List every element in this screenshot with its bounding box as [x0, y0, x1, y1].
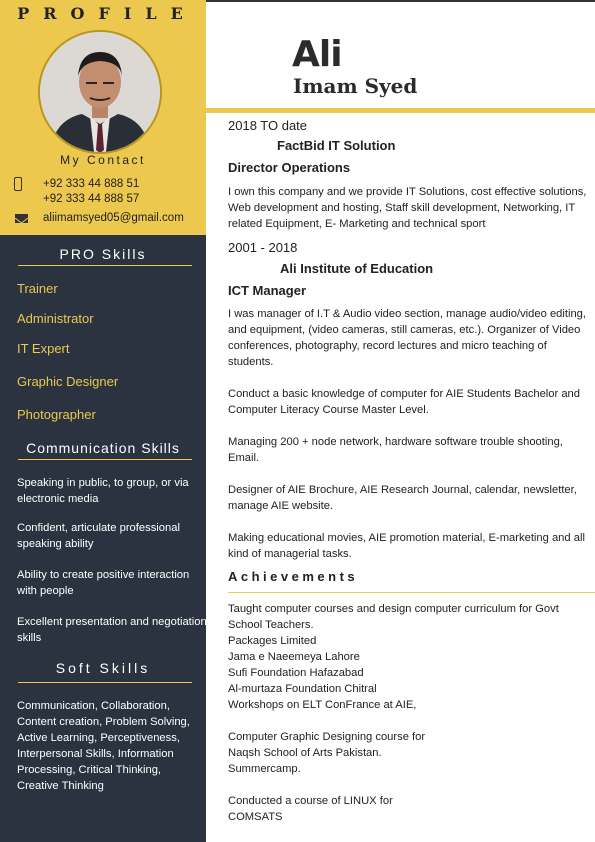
job-description: Managing 200 + node network, hardware software trouble shooting, Email. [228, 436, 563, 464]
job-description: Conduct a basic knowledge of computer for AIE Students Bachelor and Computer Literacy Course Master Level. [228, 388, 580, 416]
job-role: Director Operations [228, 160, 351, 175]
achievements-list: Computer Graphic Designing course for Naqsh School of Arts Pakistan. Summercamp. [228, 731, 426, 775]
skill-item: Photographer [17, 407, 96, 422]
skill-item: Administrator [17, 311, 94, 326]
pro-skills-heading: PRO Skills [59, 246, 147, 262]
communication-item: Confident, articulate professional speaking ability [17, 522, 180, 550]
contact-heading: My Contact [60, 153, 146, 167]
skill-item: IT Expert [17, 341, 70, 356]
divider [18, 682, 192, 683]
skill-item: Graphic Designer [17, 374, 119, 389]
job-description: I own this company and we provide IT Solutions, cost effective solutions, Web development and hosting, Staff skill development, Networking, IT related Equipment, E- Marketing and technical sport [228, 186, 587, 230]
communication-item: Excellent presentation and negotiation skills [17, 616, 207, 644]
portrait-image [40, 32, 160, 152]
communication-item: Speaking in public, to group, or via electronic media [17, 477, 189, 505]
phone-number-1: +92 333 44 888 51 [43, 178, 140, 190]
job-date: 2018 TO date [228, 118, 308, 133]
communication-item: Ability to create positive interaction with people [17, 569, 190, 597]
communication-skills-heading: Communication Skills [26, 440, 180, 456]
job-description: Designer of AIE Brochure, AIE Research Journal, calendar, newsletter, manage AIE website. [228, 484, 577, 512]
job-organization: FactBid IT Solution [277, 138, 396, 153]
achievements-divider [228, 592, 595, 593]
mail-icon [15, 214, 28, 223]
first-name: Ali [292, 34, 342, 75]
phone-icon [14, 177, 22, 191]
top-rule [206, 0, 595, 2]
profile-title: PROFILE [17, 4, 197, 23]
skill-item: Trainer [17, 281, 58, 296]
achievements-list: Conducted a course of LINUX for COMSATS [228, 795, 393, 823]
profile-photo [38, 30, 162, 154]
header-divider [206, 108, 595, 113]
divider [18, 265, 192, 266]
email-address[interactable]: aliimamsyed05@gmail.com [43, 212, 184, 224]
achievements-heading: Achievements [228, 569, 359, 584]
last-name: Imam Syed [293, 74, 418, 98]
job-description: I was manager of I.T & Audio video section, manage audio/video editing, and equipment, (video cameras, still cameras, etc.). Organizer of Video conferences, photography, record lectures and micro teaching of students. [228, 308, 587, 368]
divider [18, 459, 192, 460]
job-description: Making educational movies, AIE promotion material, E-marketing and all kind of managerial tasks. [228, 532, 585, 560]
soft-skills-heading: Soft Skills [55, 660, 151, 676]
job-role: ICT Manager [228, 283, 307, 298]
soft-skills-text: Communication, Collaboration, Content creation, Problem Solving, Active Learning, Perceptiveness, Interpersonal Skills, Information Processing, Critical Thinking, Creative Thinking [17, 700, 190, 792]
phone-number-2: +92 333 44 888 57 [43, 193, 140, 205]
job-organization: Ali Institute of Education [280, 261, 434, 276]
achievements-list: Taught computer courses and design computer curriculum for Govt School Teachers. Packages Limited Jama e Naeemeya Lahore Sufi Foundation Hafazabad Al-murtaza Foundation Chitral Workshops on ELT ConFrance at AIE, [228, 603, 559, 711]
job-date: 2001 - 2018 [228, 240, 298, 255]
